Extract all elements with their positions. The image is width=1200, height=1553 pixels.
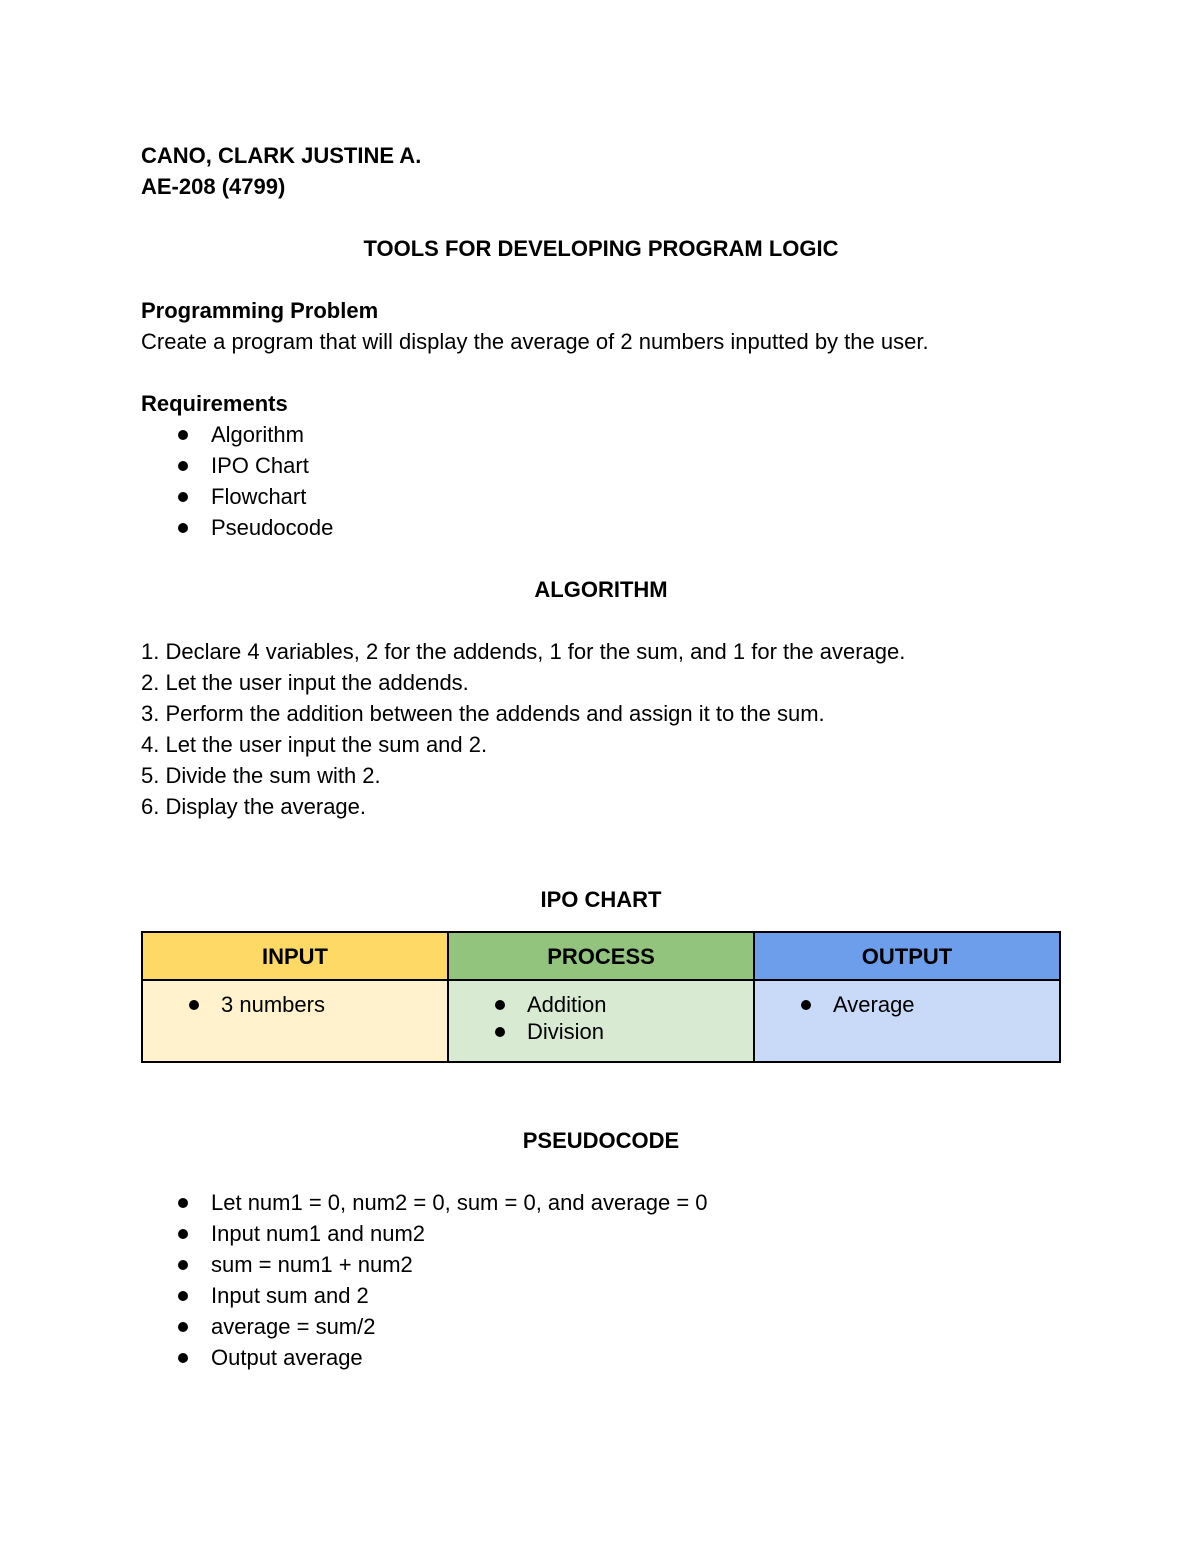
problem-text: Create a program that will display the average of 2 numbers inputted by the user. [141,329,929,354]
list-item: average = sum/2 [141,1311,1061,1342]
bullet-icon [178,1229,188,1239]
list-item: IPO Chart [141,450,1061,481]
list-item: Let num1 = 0, num2 = 0, sum = 0, and average = 0 [141,1187,1061,1218]
pseudocode-heading: PSEUDOCODE [522,1128,680,1153]
list-item: 3 numbers [143,991,447,1018]
requirements-heading: Requirements [141,391,288,416]
list-item: Input num1 and num2 [141,1218,1061,1249]
bullet-icon [178,1322,188,1332]
list-item: Pseudocode [141,512,1061,543]
bullet-icon [178,492,188,502]
list-item: Input sum and 2 [141,1280,1061,1311]
bullet-icon [178,1353,188,1363]
ipo-header-output: OUTPUT [754,932,1060,980]
ipo-heading: IPO CHART [540,887,662,912]
algorithm-step: 6. Display the average. [141,794,367,819]
student-name: CANO, CLARK JUSTINE A. [141,143,422,168]
document-title: TOOLS FOR DEVELOPING PROGRAM LOGIC [363,236,839,261]
algorithm-step: 3. Perform the addition between the addends and assign it to the sum. [141,701,825,726]
bullet-icon [495,1000,505,1010]
ipo-cell-output [754,980,1060,1062]
ipo-header-process: PROCESS [448,932,754,980]
list-item: Division [449,1018,753,1045]
algorithm-step: 1. Declare 4 variables, 2 for the addends, 1 for the sum, and 1 for the average. [141,639,906,664]
requirements-list [141,419,1061,543]
list-item: Addition [449,991,753,1018]
list-item: Flowchart [141,481,1061,512]
bullet-icon [189,1000,199,1010]
problem-heading: Programming Problem [141,298,379,323]
pseudocode-list [141,1187,1061,1373]
bullet-icon [801,1000,811,1010]
algorithm-step: 5. Divide the sum with 2. [141,763,381,788]
ipo-cell-process [448,980,754,1062]
bullet-icon [178,461,188,471]
bullet-icon [178,1260,188,1270]
bullet-icon [178,523,188,533]
bullet-icon [178,1198,188,1208]
ipo-header-input: INPUT [142,932,448,980]
ipo-cell-input [142,980,448,1062]
algorithm-steps [141,636,1061,822]
algorithm-step: 2. Let the user input the addends. [141,670,469,695]
bullet-icon [178,1291,188,1301]
list-item: Average [755,991,1059,1018]
list-item: Algorithm [141,419,1061,450]
course-code: AE-208 (4799) [141,174,286,199]
algorithm-step: 4. Let the user input the sum and 2. [141,732,488,757]
document-page [141,140,1061,1373]
list-item: Output average [141,1342,1061,1373]
list-item: sum = num1 + num2 [141,1249,1061,1280]
bullet-icon [178,430,188,440]
ipo-chart-table [141,931,1061,1063]
bullet-icon [495,1027,505,1037]
algorithm-heading: ALGORITHM [534,577,668,602]
